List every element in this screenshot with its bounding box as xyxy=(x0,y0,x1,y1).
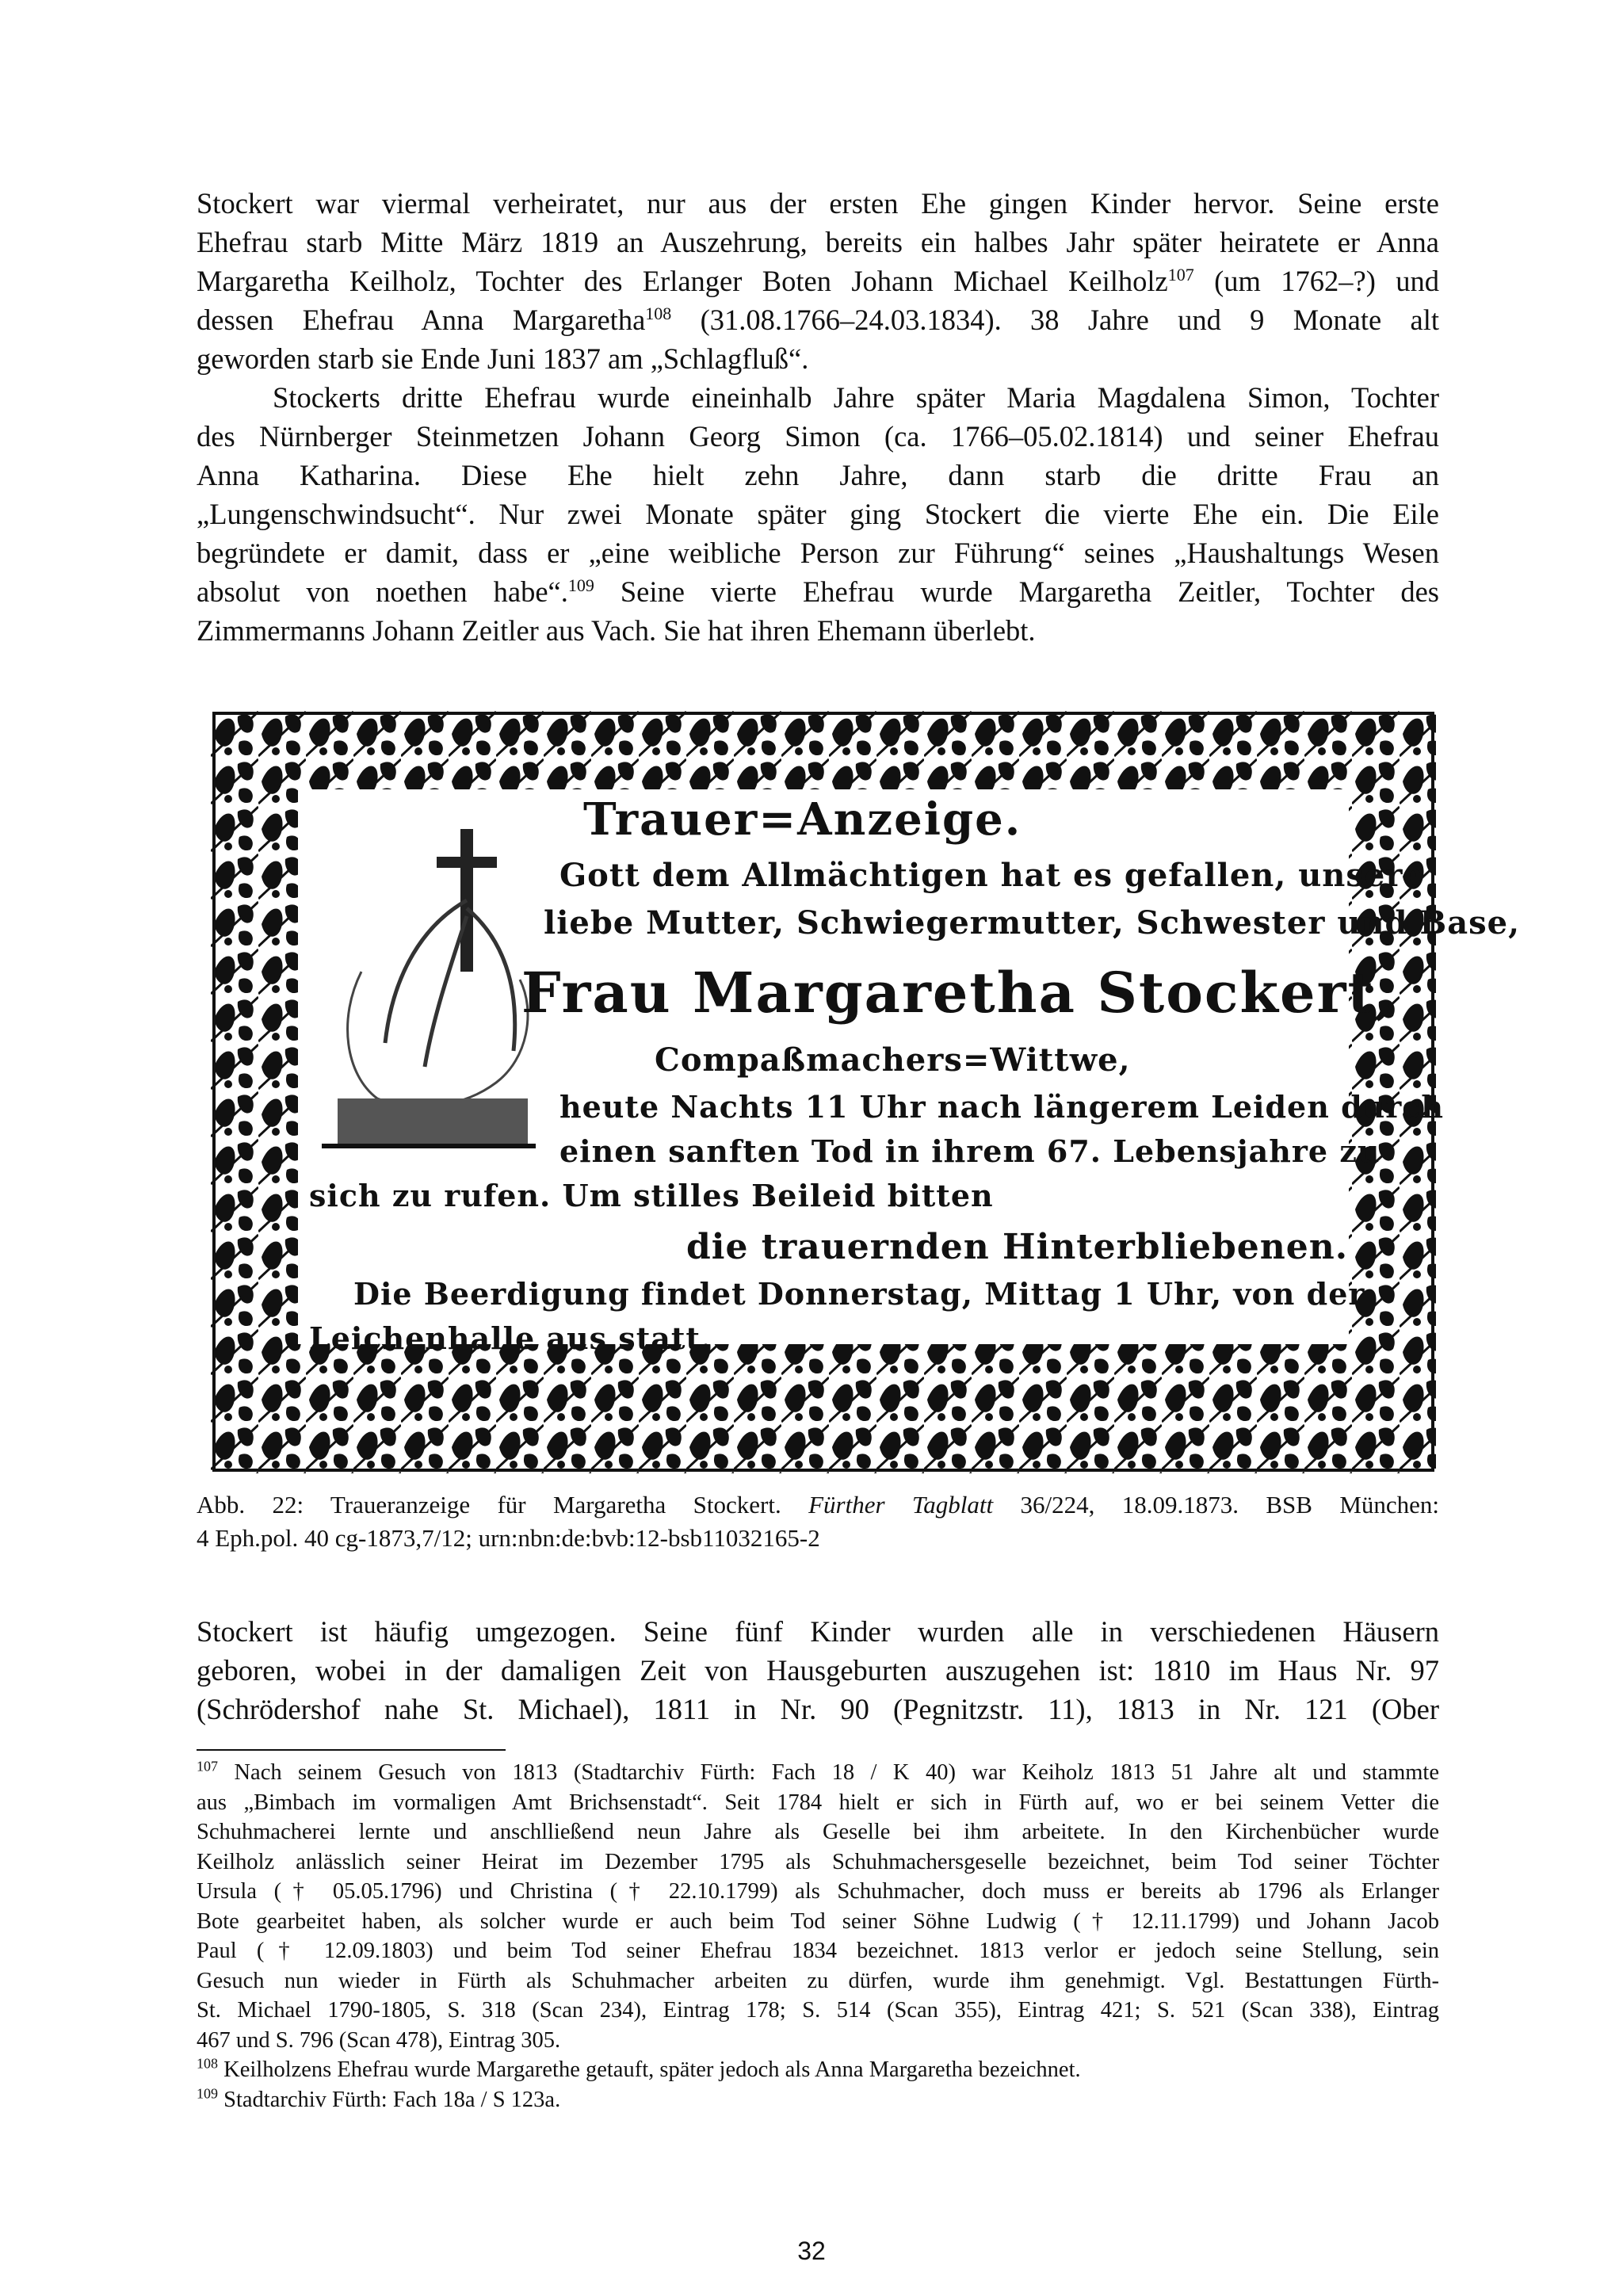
notice-line: sich zu rufen. Um stilles Beileid bitten xyxy=(309,1178,994,1213)
text-line: geworden starb sie Ende Juni 1837 am „Schlagfluß“. xyxy=(197,342,809,375)
footnote-ref-108[interactable]: 108 xyxy=(645,303,672,323)
notice-signature: die trauernden Hinterbliebenen. xyxy=(686,1227,1349,1267)
footnote-number: 108 xyxy=(197,2055,218,2072)
notice-line: Gott dem Allmächtigen hat es gefallen, unsere xyxy=(559,857,1424,894)
text-line: Margaretha Keilholz, Tochter des Erlanger Boten Johann Michael Keilholz$^{107}$ (um 1762–?) und xyxy=(197,264,1439,297)
text-line: (Schrödershof nahe St. Michael), 1811 in Nr. 90 (Pegnitzstr. 11), 1813 in Nr. 121 (Ober xyxy=(197,1693,1439,1725)
text-line: Zimmermanns Johann Zeitler aus Vach. Sie hat ihren Ehemann überlebt. xyxy=(197,614,1036,647)
footnote-number: 107 xyxy=(197,1758,218,1775)
page-number: 32 xyxy=(797,2237,826,2265)
text-line: „Lungenschwindsucht“. Nur zwei Monate später ging Stockert die vierte Ehe ein. Die Eile xyxy=(197,498,1439,530)
text-line: geboren, wobei in der damaligen Zeit von Hausgeburten auszugehen ist: 1810 im Haus Nr. 97 xyxy=(197,1654,1439,1687)
cross-and-willow-illustration xyxy=(306,813,544,1162)
footnote-separator xyxy=(197,1749,506,1751)
footnote-107: $^{107}$ Nach seinem Gesuch von 1813 (Stadtarchiv Fürth: Fach 18 / K 40) war Keiholz 1813 51 Jahre alt und stammte aus „Bimbach im vormaligen Amt Brichsenstadt“. Seit 1784 hielt er sich in Fürth auf, wo er bei seinem Vetter die Schuhmacherei lernte und anschlließend neun Jahre als Geselle bei ihm arbeitete. In den Kirchenbücher wurde Keilholz anlässlich seiner Heirat im Dezember 1795 als Schuhmachersgeselle bezeichnet, beim Tod seiner Töchter Ursula († 05.05.1796) und Christina († 22.10.1799) als Schuhmacher, doch muss er bereits ab 1796 als Erlanger Bote gearbeitet haben, als solcher wurde er auch beim Tod seiner Söhne Ludwig († 12.11.1799) und Johann Jacob Paul († 12.09.1803) und beim Tod seiner Ehefrau 1834 bezeichnet. 1813 verlor er jedoch seine Stellung, sein Gesuch nun wieder in Fürth als Schuhmacher arbeiten zu dürfen, wurde ihm genehmigt. Vgl. Bestattungen Fürth- St. Michael 1790-1805, S. 318 (Scan 234), Eintrag 178; S. 514 (Scan 355), Eintrag 421; S. 521 (Scan 338), Eintrag 467 und S. 796 (Scan 478), Eintrag 305. xyxy=(197,1758,1440,2053)
paragraph-marriages xyxy=(197,184,1439,378)
text-line: Ehefrau starb Mitte März 1819 an Auszehrung, bereits ein halbes Jahr später heiratete er Anna xyxy=(197,226,1439,258)
caption-line: Abb. 22: Traueranzeige für Margaretha Stockert. Fürther Tagblatt 36/224, 18.09.1873. BSB München: xyxy=(197,1491,1440,1519)
text-line: Stockert war viermal verheiratet, nur aus der ersten Ehe gingen Kinder hervor. Seine erste xyxy=(197,187,1439,220)
text-line: Stockert ist häufig umgezogen. Seine fünf Kinder wurden alle in verschiedenen Häusern xyxy=(197,1615,1439,1648)
footnotes xyxy=(197,1758,1439,2115)
obituary-notice-image xyxy=(211,710,1521,1473)
paragraph-third-fourth-wife xyxy=(197,378,1439,650)
notice-line: Die Beerdigung findet Donnerstag, Mittag 1 Uhr, von der xyxy=(353,1276,1365,1312)
notice-line: liebe Mutter, Schwiegermutter, Schwester und Base, xyxy=(544,904,1521,942)
paragraph-moves xyxy=(197,1612,1439,1729)
footnote-number: 109 xyxy=(197,2085,218,2101)
text-line: dessen Ehefrau Anna Margaretha$^{108}$ (31.08.1766–24.03.1834). 38 Jahre und 9 Monate alt xyxy=(197,303,1439,336)
notice-line: heute Nachts 11 Uhr nach längerem Leiden durch xyxy=(559,1089,1445,1125)
text-line: des Nürnberger Steinmetzen Johann Georg Simon (ca. 1766–05.02.1814) und seiner Ehefrau xyxy=(197,420,1439,453)
caption-newspaper-title: Fürther Tagblatt xyxy=(808,1491,994,1519)
footnote-ref-109[interactable]: 109 xyxy=(567,575,594,595)
notice-deceased-name: Frau Margaretha Stockert, xyxy=(521,960,1396,1026)
caption-line: 4 Eph.pol. 40 cg-1873,7/12; urn:nbn:de:bvb:12-bsb11032165-2 xyxy=(197,1524,820,1552)
notice-line: Compaßmachers=Wittwe, xyxy=(655,1041,1131,1079)
text-line: begründete er damit, dass er „eine weibliche Person zur Führung“ seines „Haushaltungs Wesen xyxy=(197,537,1439,569)
text-line: absolut von noethen habe“.$^{109}$ Seine vierte Ehefrau wurde Margaretha Zeitler, Tochter des xyxy=(197,575,1439,608)
footnote-109: $^{109}$ Stadtarchiv Fürth: Fach 18a / S 123a. xyxy=(197,2085,561,2112)
figure-caption xyxy=(197,1488,1439,1555)
text-line: Anna Katharina. Diese Ehe hielt zehn Jahre, dann starb die dritte Frau an xyxy=(197,459,1439,491)
footnote-108: $^{108}$ Keilholzens Ehefrau wurde Margarethe getauft, später jedoch als Anna Margaretha bezeichnet. xyxy=(197,2055,1081,2082)
footnote-ref-107[interactable]: 107 xyxy=(1167,264,1194,285)
notice-title: Trauer=Anzeige. xyxy=(583,793,1022,846)
notice-line: Leichenhalle aus statt. xyxy=(309,1320,712,1356)
notice-line: einen sanften Tod in ihrem 67. Lebensjahre zu xyxy=(559,1133,1381,1169)
text-line: Stockerts dritte Ehefrau wurde eineinhalb Jahre später Maria Magdalena Simon, Tochter xyxy=(273,381,1439,414)
